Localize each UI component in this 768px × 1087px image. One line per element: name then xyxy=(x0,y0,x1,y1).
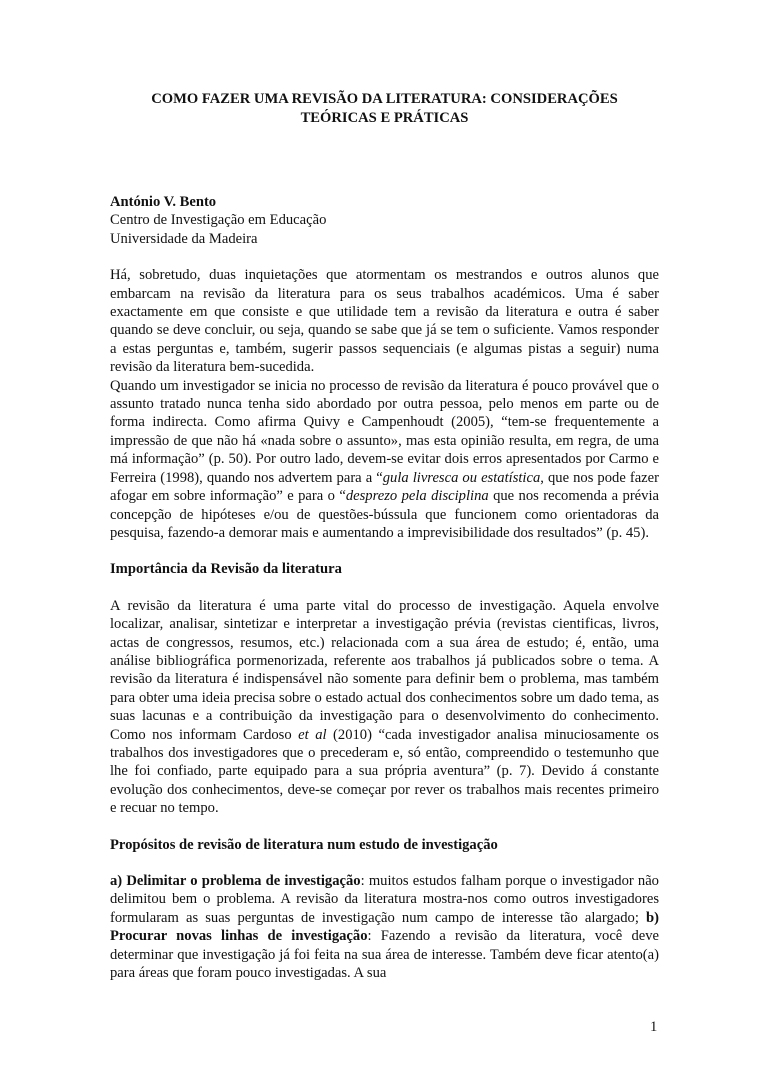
item-b-label: b) Procurar novas linhas de investigação xyxy=(110,909,659,945)
text-run: : Fazendo a revisão da literatura, você deve determinar que investigação já foi feita na sua área de interesse. Também deve ficar atento(a) para áreas que foram pouco investigadas. A sua xyxy=(110,928,659,982)
text-run: (2010) “cada investigador analisa minuciosamente os trabalhos dos investigadores que o precederam e, só então, compreendido o testemunho que lhe foi confiado, parte equipado para a sua própria aventura” (p. 7). Devido á constante evolução dos conhecimentos, deve-se começar por rever os trabalhos mais recentes primeiro e recuar no tempo. xyxy=(110,726,659,817)
title-line-1: COMO FAZER UMA REVISÃO DA LITERATURA: CONSIDERAÇÕES xyxy=(151,91,618,107)
text-run: : muitos estudos falham porque o investigador não delimitou bem o problema. A revisão da literatura mostra-nos como outros investigadores formularam as suas perguntas de investigação num campo de interesse tão alargado; xyxy=(110,873,659,926)
author-affiliation-university: Universidade da Madeira xyxy=(110,230,258,247)
author-block xyxy=(110,193,659,248)
author-affiliation-center: Centro de Investigação em Educação xyxy=(110,212,327,229)
item-a-label: a) Delimitar o problema de investigação xyxy=(110,873,361,889)
section2-paragraph xyxy=(110,872,659,982)
text-run: Quando um investigador se inicia no processo de revisão da literatura é pouco provável que o assunto tratado nunca tenha sido abordado por outra pessoa, pelo menos em parte ou de forma indirecta. Como afirma Quivy e Campenhoudt (2005), “tem-se frequentemente a impressão de que não há «nada sobre o assunto», mas esta opinião resulta, em regra, de uma má informação” (p. 50). Por outro lado, devem-se evitar dois erros apresentados por Carmo e Ferreira (1998), quando nos advertem para a “ xyxy=(110,377,659,486)
intro-paragraph-1: Há, sobretudo, duas inquietações que atormentam os mestrandos e outros alunos que embarcam na revisão da literatura para os seus trabalhos académicos. Uma é saber exactamente em que consiste e que utilidade tem a revisão da literatura e outra é saber quando se deve concluir, ou seja, quando se sabe que já se tem o suficiente. Vamos responder a estas perguntas e, também, sugerir passos sequenciais (e algumas pistas a seguir) numa revisão da literatura bem-sucedida. xyxy=(110,267,659,376)
section-heading-importancia: Importância da Revisão da literatura xyxy=(110,561,342,578)
text-run: , que nos pode fazer afogar em sobre informação” e para o “ xyxy=(110,469,659,505)
document-title xyxy=(110,90,659,128)
section-heading-propositos: Propósitos de revisão de literatura num estudo de investigação xyxy=(110,836,498,853)
intro-paragraph-2 xyxy=(110,377,659,543)
document-page xyxy=(110,90,659,982)
section1-paragraph xyxy=(110,597,659,818)
page-number: 1 xyxy=(650,1019,658,1035)
author-name: António V. Bento xyxy=(110,194,217,210)
italic-run: et al xyxy=(298,726,327,743)
italic-run: desprezo pela disciplina xyxy=(345,488,489,505)
title-line-2: TEÓRICAS E PRÁTICAS xyxy=(300,110,469,126)
italic-run: gula livresca ou estatística xyxy=(382,469,541,486)
text-run: A revisão da literatura é uma parte vital do processo de investigação. Aquela envolve localizar, analisar, sintetizar e interpretar a investigação prévia (revistas cientificas, livros, actas de congressos, resumos, etc.) relacionada com a sua área de estudo; é, então, uma análise bibliográfica pormenorizada, referente aos trabalhos já publicados sobre o tema. A revisão da literatura é indispensável não somente para definir bem o problema, mas também para obter uma ideia precisa sobre o estado actual dos conhecimentos sobre um dado tema, as suas lacunas e a contribuição da investigação para o desenvolvimento do conhecimento. Como nos informam Cardoso xyxy=(110,597,659,743)
text-run: que nos recomenda a prévia concepção de hipóteses e/ou de questões-bússula que funcionem como orientadoras da pesquisa, fazendo-a demorar mais e aumentando a imprevisibilidade dos resultados” (p. 45). xyxy=(110,488,659,541)
